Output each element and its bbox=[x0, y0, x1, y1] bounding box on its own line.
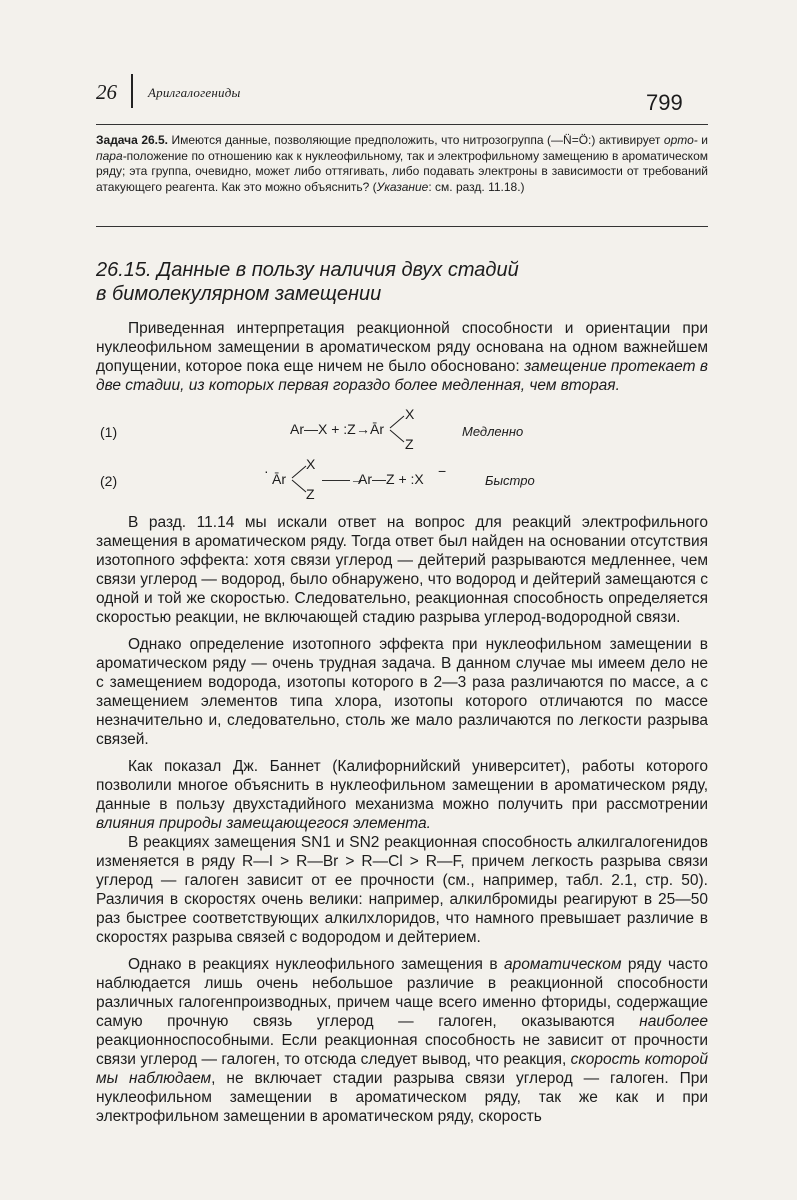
eq2-lower-group: Z bbox=[306, 486, 315, 502]
equation-1 bbox=[290, 404, 430, 454]
body-text bbox=[96, 513, 708, 1126]
task-bottom-rule bbox=[96, 226, 708, 227]
eq2-reactant-core: Ār bbox=[272, 471, 286, 487]
paragraph-5 bbox=[96, 955, 708, 1126]
paragraph-1: В разд. 11.14 мы искали ответ на вопрос для реакций электрофильного замещения в ароматическом ряду. Тогда ответ был найден на основании отсутствия изотопного эффекта: хотя связи углерод — дейтерий разрываются медленнее, чем связи углерод — водород, было обнаружено, что водород и дейтерий замещаются с одной и той же скоростью. Следовательно, реакционная способность определяется скоростью реакции, не включающей стадию разрыва углерод-водородной связи. bbox=[96, 514, 708, 626]
page-number: 799 bbox=[646, 90, 683, 115]
eq2-upper-group: X bbox=[306, 456, 316, 472]
paragraph-5-b: ароматическом bbox=[504, 956, 622, 973]
intro-text: Приведенная интерпретация реакционной способности и ориентации при нуклеофильном замещении в ароматическом ряду основана на одном важнейшем допущении, которое пока еще ничем не было обосновано: bbox=[96, 320, 708, 375]
eq1-bond-upper bbox=[390, 416, 404, 428]
task-text-1: Имеются данные, позволяющие предположить, что нитрозогруппа (—N̈=Ö:) активирует bbox=[168, 133, 664, 147]
equation-1-number: (1) bbox=[100, 424, 118, 440]
task-para: пара- bbox=[96, 148, 127, 163]
task-hint: Указание bbox=[376, 179, 429, 194]
eq1-upper-group: X bbox=[405, 406, 415, 422]
header-divider bbox=[131, 74, 133, 108]
paragraph-5-a: Однако в реакциях нуклеофильного замещения в bbox=[128, 956, 505, 973]
paragraph-5-c: ряду часто наблюдается лишь очень небольшое различие в реакционной способности различных галогенпроизводных, причем чаще всего именно фториды, содержащие самую прочную связь углерод — галоген, оказываются bbox=[96, 956, 708, 1030]
eq1-bond-lower bbox=[390, 430, 404, 442]
task-ortho: орто- bbox=[663, 133, 698, 147]
task-text-3: положение по отношению как к нуклеофильному, так и электрофильному замещению в ароматическом ряду; эта группа, очевидно, может либо оттягивать, либо подавать электроны в зависимости от требований атакующего реагента. Как это можно объяснить? ( bbox=[96, 148, 708, 194]
eq1-lower-group: Z bbox=[405, 436, 414, 452]
task-label: Задача 26.5. bbox=[96, 133, 169, 147]
eq2-products: Ar—Z + :X bbox=[358, 471, 424, 487]
paragraph-2: Однако определение изотопного эффекта при нуклеофильном замещении в ароматическом ряду — очень трудная задача. В данном случае мы имеем дело не с замещением водорода, изотопы которого в 2—3 раза различаются по массе, а с замещением элементов типа хлора, изотопы которого отличаются по массе незначительно и, следовательно, столь же мало различаются по легкости разрыва связей. bbox=[96, 636, 708, 748]
task-text-2: и bbox=[697, 133, 708, 147]
eq1-product-core: Ār bbox=[370, 421, 384, 437]
equation-2 bbox=[264, 454, 464, 504]
task-top-rule bbox=[96, 124, 708, 125]
intro-italic: замещение протекает в две стадии, из которых первая гораздо более медленная, чем вторая. bbox=[96, 358, 708, 394]
paragraph-3 bbox=[96, 757, 708, 833]
eq2-arrow: ——→ bbox=[322, 471, 364, 487]
paragraph-5-e: реакционноспособными. Если реакционная способность не зависит от прочности связи углерод — галоген, то отсюда следует вывод, что реакция, bbox=[96, 1032, 708, 1068]
eq2-charge: − bbox=[438, 463, 447, 479]
eq1-reactant: Ar—X + :Z bbox=[290, 421, 356, 437]
paragraph-5-g: , не включает стадии разрыва связи углерод — галоген. При нуклеофильном замещении в ароматическом ряду, так же как и при электрофильном замещении в ароматическом ряду, скорость bbox=[96, 1070, 708, 1125]
chapter-number: 26 bbox=[96, 80, 117, 104]
eq1-arrow: → bbox=[356, 421, 370, 437]
paragraph-5-f: скорость которой мы наблюдаем bbox=[96, 1051, 708, 1087]
section-title-line-2: в бимолекулярном замещении bbox=[96, 283, 382, 305]
paragraph-3-italic: влияния природы замещающегося элемента. bbox=[96, 815, 431, 832]
section-title-line-1: 26.15. Данные в пользу наличия двух стадий bbox=[96, 259, 519, 281]
chapter-title: Арилгалогениды bbox=[148, 85, 241, 100]
section-title bbox=[96, 258, 656, 306]
eq2-dot: · bbox=[264, 463, 269, 479]
paragraph-5-d: наиболее bbox=[639, 1013, 708, 1030]
equation-1-note: Медленно bbox=[462, 424, 524, 439]
eq2-bond-lower bbox=[292, 480, 306, 492]
task-text-4: : см. разд. 11.18.) bbox=[428, 179, 525, 194]
equation-2-number: (2) bbox=[100, 473, 118, 489]
intro-paragraph bbox=[96, 319, 708, 395]
task-box bbox=[96, 133, 708, 195]
paragraph-4: В реакциях замещения SN1 и SN2 реакционная способность алкилгалогенидов изменяется в ряду R—I > R—Br > R—Cl > R—F, причем легкость разрыва связи углерод — галоген зависит от ее прочности (см., например, табл. 2.1, стр. 50). Различия в скоростях очень велики: например, алкилбромиды реагируют в 25—50 раз быстрее соответствующих алкилхлоридов, что намного превышает различие в скоростях разрыва связей с водородом и дейтерием. bbox=[96, 834, 708, 946]
eq2-bond-upper bbox=[292, 466, 306, 478]
paragraph-3-text: Как показал Дж. Баннет (Калифорнийский университет), работы которого позволили многое объяснить в нуклеофильном замещении в ароматическом ряду, данные в пользу двухстадийного механизма можно получить при рассмотрении bbox=[96, 758, 708, 813]
equation-2-note: Быстро bbox=[485, 473, 535, 488]
